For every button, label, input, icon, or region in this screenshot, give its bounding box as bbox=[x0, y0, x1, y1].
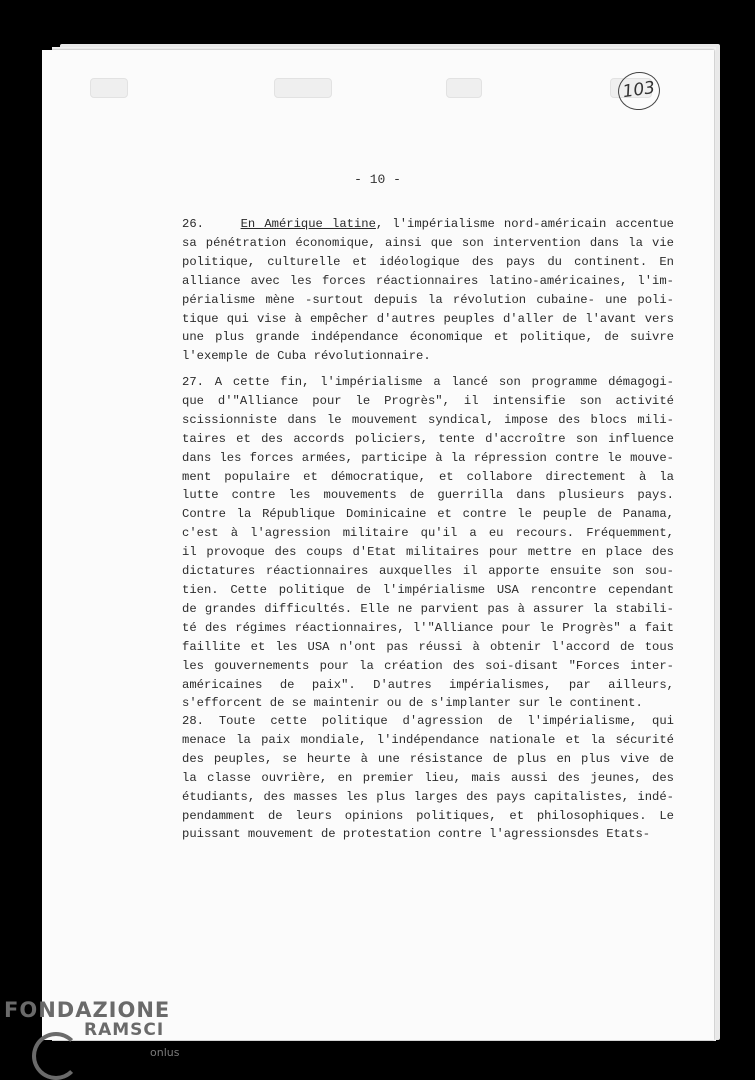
binding-mark bbox=[90, 78, 128, 98]
text-line: lutte contre les mouvements de guerrilla dans plusieurs pays. bbox=[182, 488, 674, 503]
text-line: tien. Cette politique de l'impérialisme USA rencontre cependant bbox=[182, 582, 674, 597]
text-line: dictatures réactionnaires auxquelles il apporte ensuite son sou- bbox=[182, 564, 674, 579]
text-line: que d'"Alliance pour le Progrès", il intensifie son activité bbox=[182, 393, 674, 408]
text-line: puissant mouvement de protestation contre l'agressionsdes Etats- bbox=[182, 827, 651, 842]
text-line: faillite et les USA n'ont pas réussi à obtenir l'accord de tous bbox=[182, 639, 674, 654]
text-line: sa pénétration économique, ainsi que son intervention dans la vie bbox=[182, 235, 674, 250]
text-line: pendamment de leurs opinions politiques, et philosophiques. Le bbox=[182, 808, 674, 823]
text-line: tique qui vise à empêcher d'autres peuples d'aller de l'avant vers bbox=[182, 311, 674, 326]
text-line: ment populaire et démocratique, et collabore directement à la bbox=[182, 469, 674, 484]
text-line: dans les forces armées, participe à la répression contre le mouve- bbox=[182, 450, 674, 465]
logo-line1: FONDAZIONE bbox=[4, 998, 171, 1022]
text-line: il provoque des coups d'Etat militaires pour mettre en place des bbox=[182, 545, 674, 560]
logo-suffix: onlus bbox=[150, 1046, 180, 1059]
text-line: les gouvernements pour la création des soi-disant "Forces inter- bbox=[182, 658, 674, 673]
text-line: 28. Toute cette politique d'agression de l'impérialisme, qui bbox=[182, 714, 674, 728]
underlined-heading: En Amérique latine bbox=[240, 217, 376, 231]
text-line bbox=[182, 215, 674, 234]
paragraph-number: 26. bbox=[182, 217, 204, 231]
text-line: c'est à l'agression militaire qu'il a eu recours. Fréquemment, bbox=[182, 526, 674, 541]
text-line: de grandes difficultés. Elle ne parvient pas à assurer la stabili- bbox=[182, 601, 674, 616]
spacer bbox=[204, 217, 241, 231]
text-line: Contre la République Dominicaine et contre le peuple de Panama, bbox=[182, 507, 674, 522]
text-line: américaines de paix". D'autres impérialismes, par ailleurs, bbox=[182, 677, 674, 692]
logo-line2: RAMSCI bbox=[84, 1020, 165, 1040]
binding-marks bbox=[90, 78, 650, 100]
foundation-logo bbox=[4, 998, 194, 1078]
binding-mark bbox=[274, 78, 332, 98]
text-line: des peuples, se heurte à une résistance de plus en plus vive de bbox=[182, 751, 674, 766]
paragraph-27 bbox=[182, 373, 674, 713]
text-line: étudiants, des masses les plus larges des pays capitalistes, indé- bbox=[182, 789, 674, 804]
text-line: alliance avec les forces réactionnaires latino-américaines, l'im- bbox=[182, 273, 674, 288]
text-line: menace la paix mondiale, l'indépendance nationale et la sécurité bbox=[182, 732, 674, 747]
text-line: taires et des accords policiers, tente d'accroître son influence bbox=[182, 431, 674, 446]
text-line: scissionniste dans le mouvement syndical, impose des blocs mili- bbox=[182, 412, 674, 427]
logo-g-mark bbox=[32, 1032, 80, 1080]
text-line: périalisme mène -surtout depuis la révolution cubaine- une poli- bbox=[182, 292, 674, 307]
text-line: la classe ouvrière, en premier lieu, mais aussi des jeunes, des bbox=[182, 770, 674, 785]
text-line: 27. A cette fin, l'impérialisme a lancé son programme démagogi- bbox=[182, 375, 674, 389]
text-line: une plus grande indépendance économique et politique, de suivre bbox=[182, 330, 674, 345]
text-line: s'efforcent de se maintenir ou de s'implanter sur le continent. bbox=[182, 696, 643, 711]
paragraph-26 bbox=[182, 215, 674, 366]
line-rest: , l'impérialisme nord-américain accentue bbox=[375, 217, 674, 231]
binding-mark bbox=[446, 78, 482, 98]
text-line: l'exemple de Cuba révolutionnaire. bbox=[182, 349, 431, 364]
text-line: té des régimes réactionnaires, l'"Alliance pour le Progrès" a fait bbox=[182, 620, 674, 635]
archive-stamp-number: 103 bbox=[616, 69, 663, 112]
text-line: politique, culturelle et idéologique des pays du continent. En bbox=[182, 254, 674, 269]
paragraph-28 bbox=[182, 712, 674, 844]
page-number: - 10 - bbox=[354, 172, 401, 187]
